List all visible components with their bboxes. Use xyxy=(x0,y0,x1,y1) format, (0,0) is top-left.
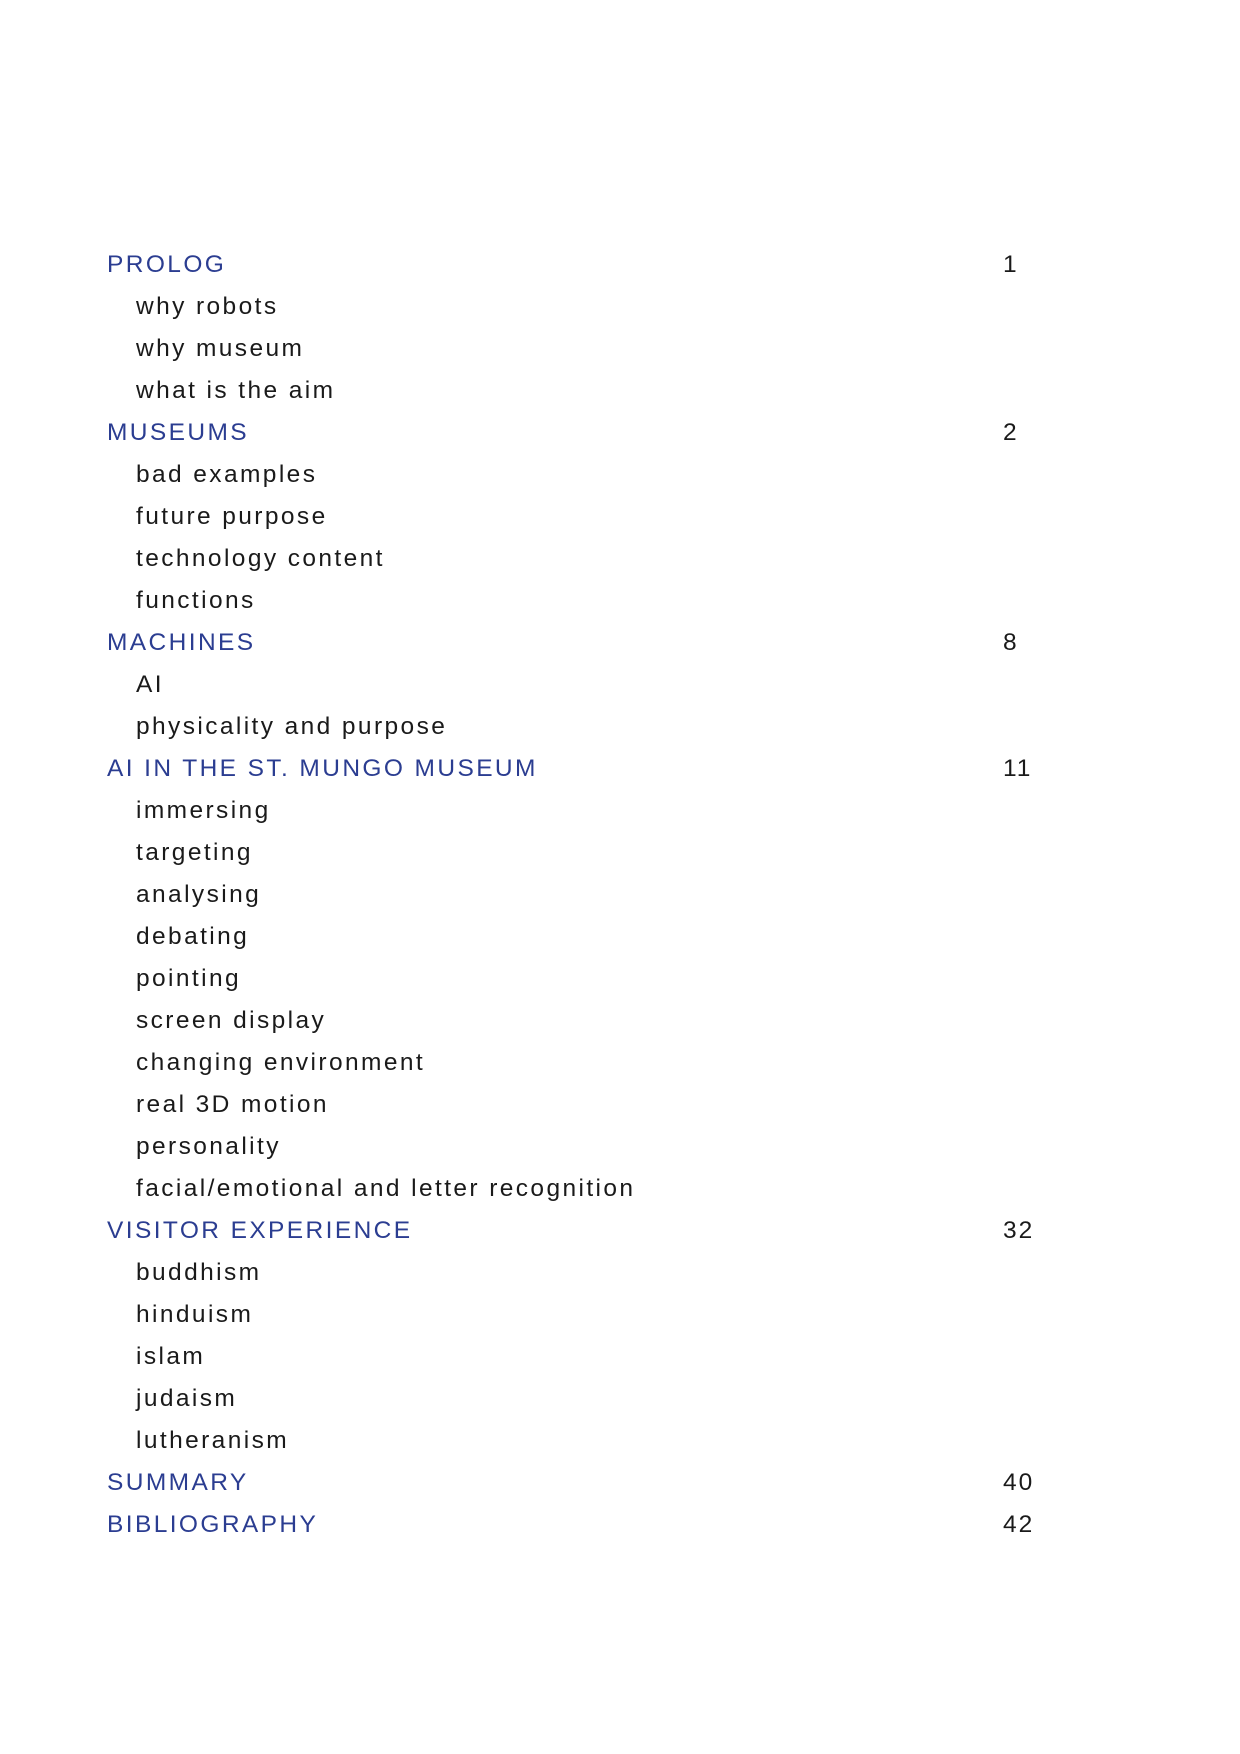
toc-subsection-item[interactable]: personality xyxy=(136,1133,281,1160)
toc-subsection-item[interactable]: changing environment xyxy=(136,1049,426,1076)
toc-section-row[interactable] xyxy=(107,244,1057,286)
toc-section-row[interactable] xyxy=(107,1462,1057,1504)
toc-section-row[interactable] xyxy=(107,748,1057,790)
toc-subsection-item[interactable]: real 3D motion xyxy=(136,1091,329,1118)
toc-subsection-item[interactable]: bad examples xyxy=(136,461,318,488)
toc-subsection-item[interactable]: islam xyxy=(136,1343,206,1370)
toc-subsection-item[interactable]: hinduism xyxy=(136,1301,254,1328)
toc-subsection-item[interactable]: judaism xyxy=(136,1385,238,1412)
toc-subsection-item[interactable]: future purpose xyxy=(136,503,328,530)
toc-subsection-item[interactable]: why robots xyxy=(136,293,279,320)
toc-section-title[interactable]: BIBLIOGRAPHY xyxy=(107,1511,319,1538)
toc-subsection-item[interactable]: facial/emotional and letter recognition xyxy=(136,1175,636,1202)
toc-subsection-item[interactable]: physicality and purpose xyxy=(136,713,448,740)
toc-section-row[interactable] xyxy=(107,1504,1057,1546)
toc-section-row[interactable] xyxy=(107,622,1057,664)
toc-subsection-item[interactable]: analysing xyxy=(136,881,262,908)
toc-page-number: 40 xyxy=(1003,1469,1035,1496)
toc-subsection-item[interactable]: screen display xyxy=(136,1007,327,1034)
toc-page-number: 42 xyxy=(1003,1511,1035,1538)
toc-subsection-item[interactable]: lutheranism xyxy=(136,1427,290,1454)
toc-page-number: 1 xyxy=(1003,251,1019,278)
toc-page-number: 2 xyxy=(1003,419,1019,446)
toc-subsection-item[interactable]: immersing xyxy=(136,797,271,824)
toc-subsection-item[interactable]: AI xyxy=(136,671,164,698)
toc-section-row[interactable] xyxy=(107,412,1057,454)
toc-subsection-item[interactable]: debating xyxy=(136,923,250,950)
toc-subsection-item[interactable]: technology content xyxy=(136,545,385,572)
toc-section-row[interactable] xyxy=(107,1210,1057,1252)
toc-section-title[interactable]: MUSEUMS xyxy=(107,419,250,446)
toc-page-number: 32 xyxy=(1003,1217,1035,1244)
toc-section-title[interactable]: MACHINES xyxy=(107,629,256,656)
toc-subsection-item[interactable]: buddhism xyxy=(136,1259,262,1286)
toc-page-number: 8 xyxy=(1003,629,1019,656)
toc-section-title[interactable]: VISITOR EXPERIENCE xyxy=(107,1217,413,1244)
toc-page-number: 11 xyxy=(1003,755,1033,782)
toc-subsection-item[interactable]: functions xyxy=(136,587,256,614)
toc-subsection-item[interactable]: pointing xyxy=(136,965,242,992)
toc-subsection-item[interactable]: why museum xyxy=(136,335,305,362)
toc-subsection-item[interactable]: targeting xyxy=(136,839,253,866)
toc-subsection-item[interactable]: what is the aim xyxy=(136,377,336,404)
toc-section-title[interactable]: PROLOG xyxy=(107,251,227,278)
toc-section-title[interactable]: AI IN THE ST. MUNGO MUSEUM xyxy=(107,755,538,782)
table-of-contents xyxy=(107,244,1057,1546)
toc-section-title[interactable]: SUMMARY xyxy=(107,1469,249,1496)
